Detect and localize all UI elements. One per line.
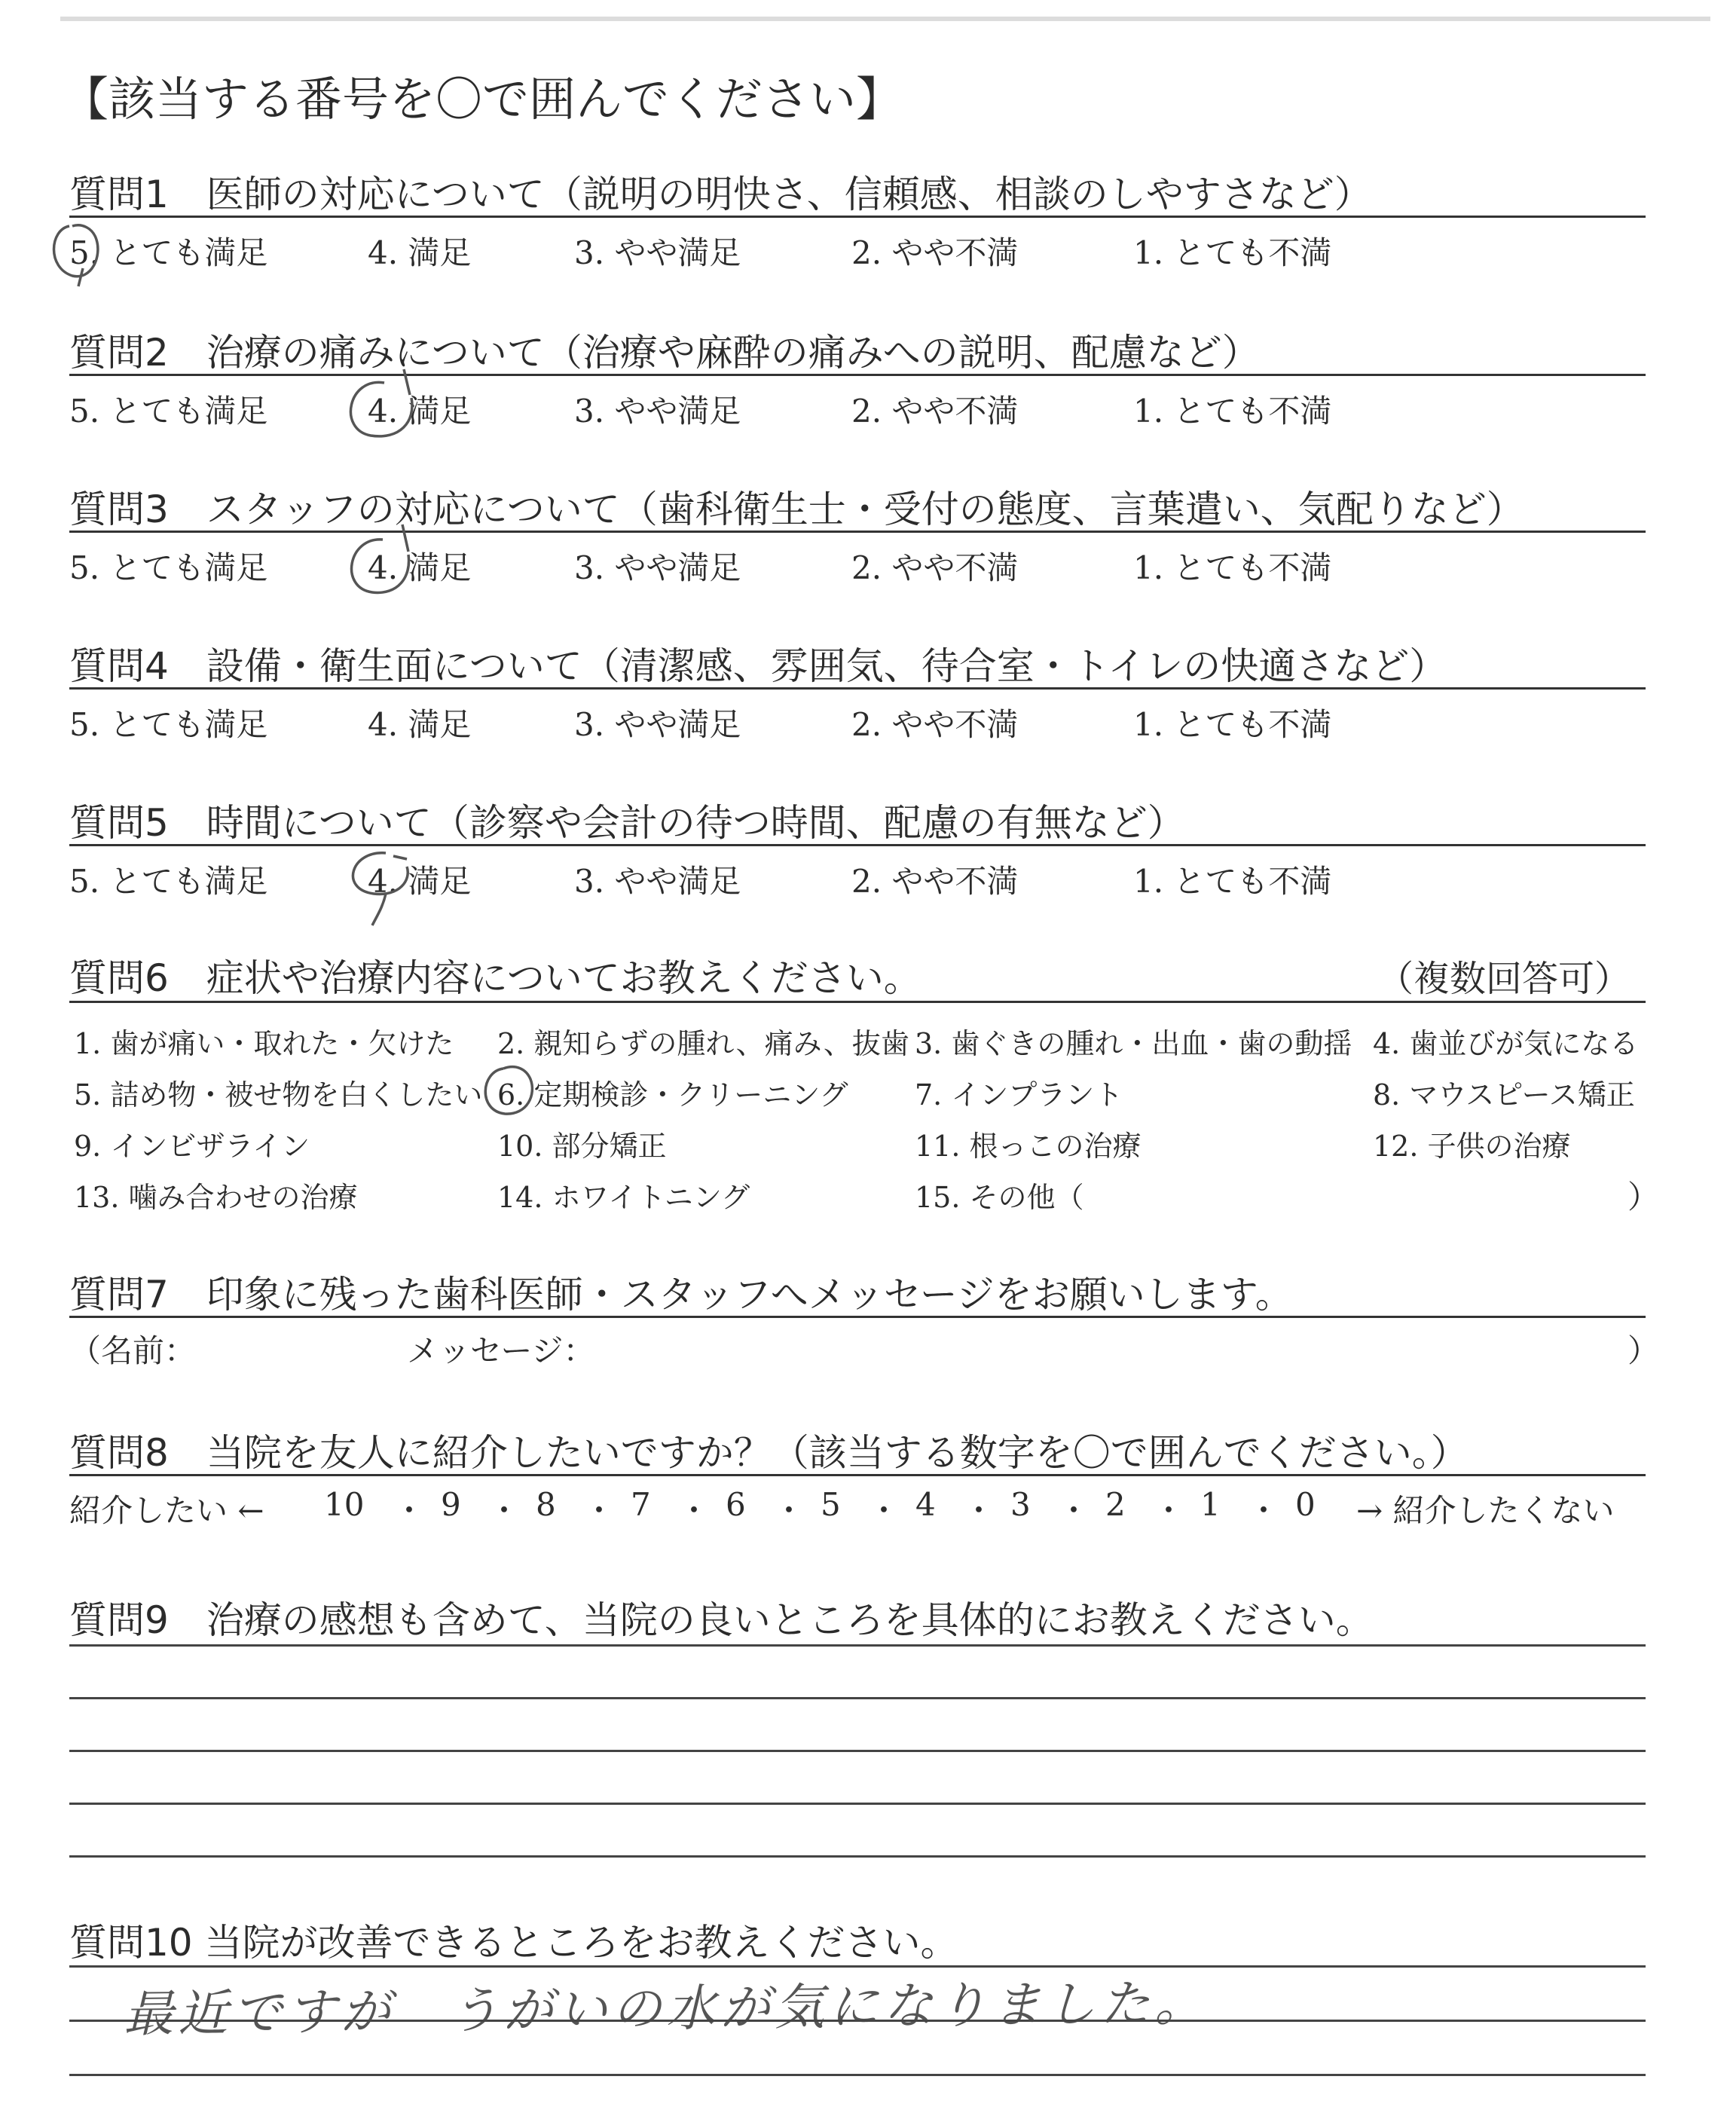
q2-option-1[interactable]: 1. とても不満: [1133, 393, 1332, 430]
q6-option-1[interactable]: 1. 歯が痛い・取れた・欠けた: [74, 1027, 454, 1060]
q6-multi-note: （複数回答可）: [1377, 958, 1631, 1000]
q8-value-7[interactable]: 7: [631, 1486, 651, 1523]
q10-handwritten-answer: 最近ですが うがいの水が気になりました。: [123, 1974, 1209, 2044]
q8-sep: ・: [1153, 1492, 1185, 1529]
q2-title: 質問2 治療の痛みについて（治療や麻酔の痛みへの説明、配慮など）: [69, 331, 1260, 375]
q8-right-label: → 紹介したくない: [1356, 1492, 1615, 1529]
q5-rule: [69, 844, 1646, 846]
q8-rule: [69, 1474, 1646, 1476]
q5-option-3[interactable]: 3. やや満足: [574, 863, 741, 900]
q1-rule: [69, 216, 1646, 218]
q4-option-3[interactable]: 3. やや満足: [574, 706, 741, 743]
q6-option-12[interactable]: 12. 子供の治療: [1373, 1130, 1571, 1163]
q3-rule: [69, 531, 1646, 533]
q6-option-9[interactable]: 9. インビザライン: [74, 1130, 310, 1163]
q6-option-11[interactable]: 11. 根っこの治療: [915, 1130, 1142, 1163]
q8-sep: ・: [583, 1492, 616, 1529]
q5-option-4[interactable]: 4. 満足: [368, 863, 472, 900]
q8-sep: ・: [773, 1492, 805, 1529]
q6-option-2[interactable]: 2. 親知らずの腫れ、痛み、抜歯: [497, 1027, 909, 1060]
q6-option-14[interactable]: 14. ホワイトニング: [497, 1181, 750, 1214]
q6-option-8[interactable]: 8. マウスピース矯正: [1373, 1078, 1635, 1112]
q2-option-2[interactable]: 2. やや不満: [851, 393, 1019, 430]
q1-title: 質問1 医師の対応について（説明の明快さ、信頼感、相談のしやすさなど）: [69, 173, 1372, 216]
q8-value-9[interactable]: 9: [441, 1486, 461, 1523]
q6-option-6[interactable]: 6. 定期検診・クリーニング: [497, 1078, 848, 1112]
q6-option-13[interactable]: 13. 噛み合わせの治療: [74, 1181, 358, 1214]
q9-title: 質問9 治療の感想も含めて、当院の良いところを具体的にお教えください。: [69, 1598, 1374, 1642]
q9-answer-line[interactable]: [69, 1644, 1646, 1647]
q5-title: 質問5 時間について（診察や会計の待つ時間、配慮の有無など）: [69, 801, 1185, 845]
q8-value-6[interactable]: 6: [726, 1486, 746, 1523]
q8-value-4[interactable]: 4: [915, 1486, 936, 1523]
q5-option-2[interactable]: 2. やや不満: [851, 863, 1019, 900]
q8-left-label: 紹介したい ←: [69, 1492, 264, 1529]
q6-other-close: ）: [1628, 1179, 1660, 1216]
q9-answer-line[interactable]: [69, 1803, 1646, 1805]
q8-value-2[interactable]: 2: [1105, 1486, 1126, 1523]
q6-option-5[interactable]: 5. 詰め物・被せ物を白くしたい: [74, 1078, 483, 1112]
q3-title: 質問3 スタッフの対応について（歯科衛生士・受付の態度、言葉遣い、気配りなど）: [69, 488, 1524, 531]
q8-sep: ・: [1058, 1492, 1090, 1529]
q2-option-5[interactable]: 5. とても満足: [69, 393, 268, 430]
top-border: [60, 17, 1710, 21]
q10-answer-line[interactable]: [69, 2074, 1646, 2076]
q6-option-15[interactable]: 15. その他（: [915, 1181, 1084, 1214]
q6-option-4[interactable]: 4. 歯並びが気になる: [1373, 1027, 1639, 1060]
q3-option-2[interactable]: 2. やや不満: [851, 549, 1019, 586]
q8-value-1[interactable]: 1: [1200, 1486, 1221, 1523]
q7-close: ）: [1628, 1332, 1660, 1369]
q7-title: 質問7 印象に残った歯科医師・スタッフへメッセージをお願いします。: [69, 1273, 1293, 1316]
q4-option-2[interactable]: 2. やや不満: [851, 706, 1019, 743]
q8-value-3[interactable]: 3: [1010, 1486, 1031, 1523]
q1-option-5[interactable]: 5. とても満足: [69, 234, 268, 271]
q8-value-5[interactable]: 5: [821, 1486, 841, 1523]
q6-option-7[interactable]: 7. インプラント: [915, 1078, 1123, 1112]
q6-rule: [69, 1001, 1646, 1003]
q3-option-1[interactable]: 1. とても不満: [1133, 549, 1332, 586]
q8-sep: ・: [868, 1492, 900, 1529]
q8-sep: ・: [488, 1492, 521, 1529]
q9-answer-line[interactable]: [69, 1750, 1646, 1752]
q1-option-2[interactable]: 2. やや不満: [851, 234, 1019, 271]
q8-title: 質問8 当院を友人に紹介したいですか？（該当する数字を〇で囲んでください。）: [69, 1431, 1469, 1475]
q4-option-1[interactable]: 1. とても不満: [1133, 706, 1332, 743]
q6-title: 質問6 症状や治療内容についてお教えください。: [69, 956, 921, 1000]
q6-option-3[interactable]: 3. 歯ぐきの腫れ・出血・歯の動揺: [915, 1027, 1352, 1060]
q1-option-3[interactable]: 3. やや満足: [574, 234, 741, 271]
q4-rule: [69, 687, 1646, 690]
q4-title: 質問4 設備・衛生面について（清潔感、雰囲気、待合室・トイレの快適さなど）: [69, 644, 1447, 688]
q8-value-8[interactable]: 8: [536, 1486, 556, 1523]
q5-option-5[interactable]: 5. とても満足: [69, 863, 268, 900]
q8-value-10[interactable]: 10: [324, 1486, 365, 1523]
q9-answer-line[interactable]: [69, 1697, 1646, 1699]
q1-option-1[interactable]: 1. とても不満: [1133, 234, 1332, 271]
page-heading: 【該当する番号を〇で囲んでください】: [62, 72, 903, 127]
q10-title: 質問10 当院が改善できるところをお教えください。: [69, 1921, 958, 1965]
q1-option-4[interactable]: 4. 満足: [368, 234, 472, 271]
q7-message-label: メッセージ：: [407, 1332, 595, 1369]
q8-sep: ・: [393, 1492, 426, 1529]
q7-name-label: （名前：: [69, 1332, 197, 1369]
q8-value-0[interactable]: 0: [1295, 1486, 1316, 1523]
q8-sep: ・: [678, 1492, 711, 1529]
q3-option-3[interactable]: 3. やや満足: [574, 549, 741, 586]
q5-option-1[interactable]: 1. とても不満: [1133, 863, 1332, 900]
q2-option-4[interactable]: 4. 満足: [368, 393, 472, 430]
q9-answer-line[interactable]: [69, 1855, 1646, 1858]
q2-option-3[interactable]: 3. やや満足: [574, 393, 741, 430]
q10-answer-line[interactable]: [69, 2020, 1646, 2022]
q3-option-5[interactable]: 5. とても満足: [69, 549, 268, 586]
q4-option-4[interactable]: 4. 満足: [368, 706, 472, 743]
q8-sep: ・: [1248, 1492, 1280, 1529]
q6-option-10[interactable]: 10. 部分矯正: [497, 1130, 667, 1163]
q2-rule: [69, 374, 1646, 376]
q8-sep: ・: [963, 1492, 995, 1529]
q3-option-4[interactable]: 4. 満足: [368, 549, 472, 586]
q7-rule: [69, 1316, 1646, 1318]
q4-option-5[interactable]: 5. とても満足: [69, 706, 268, 743]
